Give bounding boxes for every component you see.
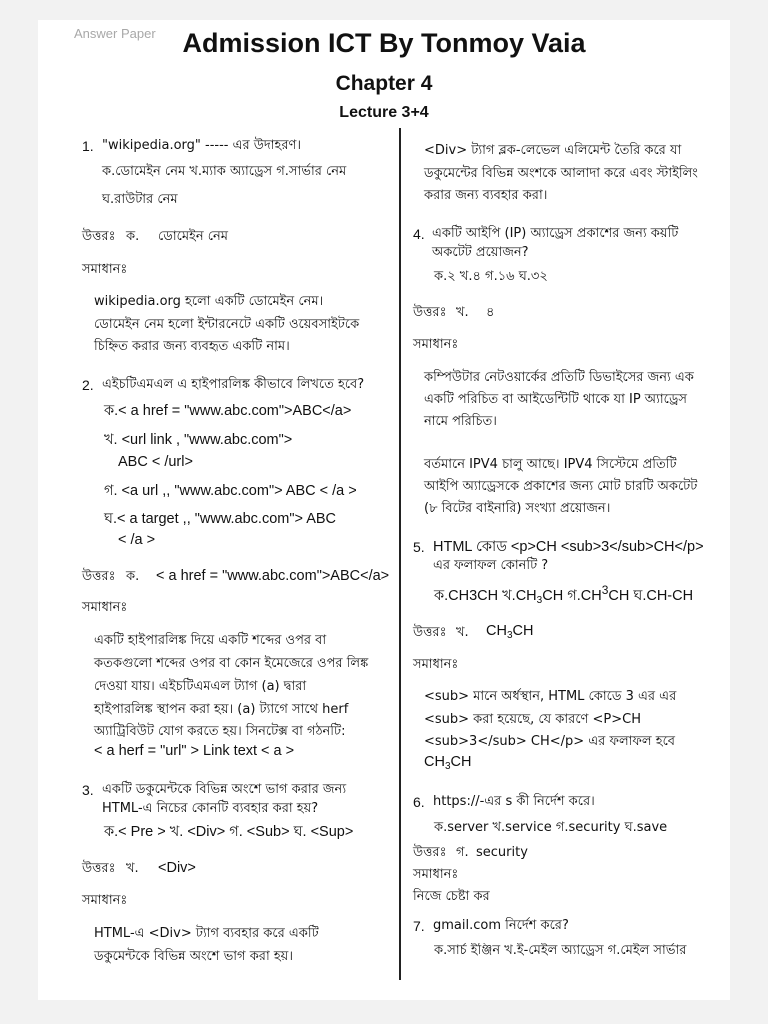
solution-label: সমাধানঃ: [82, 893, 128, 908]
options-line: ঘ.রাউটার নেম: [102, 192, 178, 207]
column-divider: [399, 128, 401, 980]
answer-label: উত্তরঃ: [413, 625, 447, 640]
solution-line: নিজে চেষ্টা কর: [413, 889, 490, 904]
answer-option: খ.: [456, 625, 469, 640]
solution-label: সমাধানঃ: [82, 600, 128, 615]
question-number: 1.: [82, 138, 94, 154]
solution-line: ডকুমেন্টকে বিভিন্ন অংশে ভাগ করা হয়।: [94, 949, 293, 964]
answer-option: খ.: [456, 305, 469, 320]
answer-text: security: [476, 845, 528, 860]
lecture-heading: Lecture 3+4: [339, 104, 429, 121]
question-text: https://-এর s কী নির্দেশ করে।: [433, 794, 595, 809]
watermark: Answer Paper: [74, 26, 156, 41]
answer-option: ক.: [126, 229, 140, 244]
solution-line: হাইপারলিঙ্ক স্থাপন করা হয়। (a) ট্যাগে সাথে herf: [94, 702, 349, 717]
solution-line: একটি হাইপারলিঙ্ক দিয়ে একটি শব্দের ওপর বা: [94, 633, 327, 648]
question-text: একটি ডকুমেন্টকে বিভিন্ন অংশে ভাগ করার জন্য: [102, 782, 347, 797]
answer-label: উত্তরঃ: [413, 305, 447, 320]
solution-line: দেওয়া যায়। এইচটিএমএল ট্যাগ (a) দ্বারা: [94, 679, 307, 694]
solution-label: সমাধানঃ: [413, 657, 459, 672]
page-title: Admission ICT By Tonmoy Vaia: [182, 28, 586, 58]
answer-text: < a href = "www.abc.com">ABC</a>: [156, 568, 390, 584]
options-line: ক.CH3CH $খ.CH_3CH$ $গ.CH^3CH$ ঘ.CH-CH: [434, 583, 694, 606]
solution-line: অ্যাট্রিবিউট যোগ করতে হয়। সিনটেক্স বা গঠনটি:: [94, 724, 346, 739]
solution-line: ডকুমেন্টের বিভিন্ন অংশকে আলাদা করে এবং স্টাইলিং: [424, 166, 698, 181]
answer-label: উত্তরঃ: [82, 229, 116, 244]
question-number: 3.: [82, 782, 94, 798]
solution-line: <sub> করা হয়েছে, যে কারণে <P>CH: [424, 712, 642, 727]
solution-line: (৮ বিটের বাইনারি) সংখ্যা প্রয়োজন।: [424, 501, 611, 516]
question-number: 4.: [413, 226, 425, 242]
solution-line: $CH_3CH$: [424, 754, 472, 772]
option-gha-cont: < /a >: [118, 532, 156, 548]
option-ka: ক.< a href = "www.abc.com">ABC</a>: [104, 403, 352, 419]
question-number: 2.: [82, 377, 94, 393]
option-kha: খ. <url link , "www.abc.com">: [104, 432, 293, 448]
solution-line: <sub>3</sub> CH</p> এর ফলাফল হবে: [424, 734, 676, 749]
solution-line: <Div> ট্যাগ ব্লক-লেভেল এলিমেন্ট তৈরি করে যা: [424, 143, 682, 158]
question-text: অকটেট প্রয়োজন?: [432, 245, 529, 260]
solution-line: HTML-এ <Div> ট্যাগ ব্যবহার করে একটি: [94, 926, 319, 941]
options-line: ক.server খ.service গ.security ঘ.save: [434, 820, 668, 835]
answer-label: উত্তরঃ: [82, 861, 116, 876]
solution-line: কতকগুলো শব্দের ওপর বা কোন ইমেজেরে ওপর লিঙ্ক: [94, 656, 369, 671]
solution-line: চিহ্নিত করার জন্য ব্যবহৃত একটি নাম।: [94, 339, 290, 354]
solution-line: করার জন্য ব্যবহার করা।: [424, 188, 548, 203]
solution-line: <sub> মানে অর্ধস্থান, HTML কোডে 3 এর এর: [424, 689, 677, 704]
options-line: ক.সার্চ ইঞ্জিন খ.ই-মেইল অ্যাড্রেস গ.মেইল সার্ভার: [434, 943, 687, 958]
question-text: এইচটিএমএল এ হাইপারলিঙ্ক কীভাবে লিখতে হবে?: [102, 377, 365, 392]
solution-label: সমাধানঃ: [413, 337, 459, 352]
answer-text: ৪: [486, 305, 495, 320]
solution-label: সমাধানঃ: [413, 867, 459, 882]
question-text: "wikipedia.org" ----- এর উদাহরণ।: [102, 138, 301, 153]
option-ga: গ. <a url ,, "www.abc.com"> ABC < /a >: [104, 483, 357, 499]
question-text: এর ফলাফল কোনটি ?: [433, 558, 549, 573]
solution-line: ডোমেইন নেম হলো ইন্টারনেটে একটি ওয়েবসাইটকে: [94, 317, 360, 332]
option-gha: ঘ.< a target ,, "www.abc.com"> ABC: [104, 511, 337, 527]
question-text: একটি আইপি (IP) অ্যাড্রেস প্রকাশের জন্য কয়টি: [432, 226, 679, 241]
options-line: ক.< Pre > খ. <Div> গ. <Sub> ঘ. <Sup>: [104, 824, 354, 840]
solution-line: < a herf = "url" > Link text < a >: [94, 743, 295, 759]
solution-label: সমাধানঃ: [82, 262, 128, 277]
chapter-heading: Chapter 4: [335, 72, 433, 95]
options-line: ক.ডোমেইন নেম খ.ম্যাক অ্যাড্রেস গ.সার্ভার নেম: [102, 164, 347, 179]
solution-line: wikipedia.org হলো একটি ডোমেইন নেম।: [94, 294, 324, 309]
solution-line: বর্তমানে IPV4 চালু আছে। IPV4 সিস্টেমে প্রতিটি: [424, 457, 677, 472]
options-line: ক.২ খ.৪ গ.১৬ ঘ.৩২: [434, 269, 548, 284]
option-kha-cont: ABC < /url>: [118, 454, 193, 470]
answer-text: <Div>: [158, 860, 196, 876]
answer-text: $CH_3CH$: [486, 623, 534, 641]
solution-line: আইপি অ্যাড্রেসকে প্রকাশের জন্য মোট চারটি অকটেট: [424, 479, 698, 494]
answer-option: গ.: [456, 845, 469, 860]
question-number: 7.: [413, 918, 425, 934]
answer-option: ক.: [126, 569, 140, 584]
question-text: HTML-এ নিচের কোনটি ব্যবহার করা হয়?: [102, 801, 319, 816]
question-number: 5.: [413, 539, 425, 555]
answer-label: উত্তরঃ: [413, 845, 447, 860]
solution-line: একটি পরিচিত বা আইডেন্টিটি থাকে যা IP অ্যাড্রেস: [424, 392, 687, 407]
answer-option: খ.: [126, 861, 139, 876]
question-number: 6.: [413, 794, 425, 810]
question-text: gmail.com নির্দেশ করে?: [433, 918, 569, 933]
solution-line: কম্পিউটার নেটওয়ার্কের প্রতিটি ডিভাইসের জন্য এক: [424, 370, 694, 385]
question-text: HTML কোড <p>CH <sub>3</sub>CH</p>: [433, 539, 704, 555]
answer-label: উত্তরঃ: [82, 569, 116, 584]
answer-text: ডোমেইন নেম: [158, 229, 228, 244]
solution-line: নামে পরিচিত।: [424, 414, 497, 429]
